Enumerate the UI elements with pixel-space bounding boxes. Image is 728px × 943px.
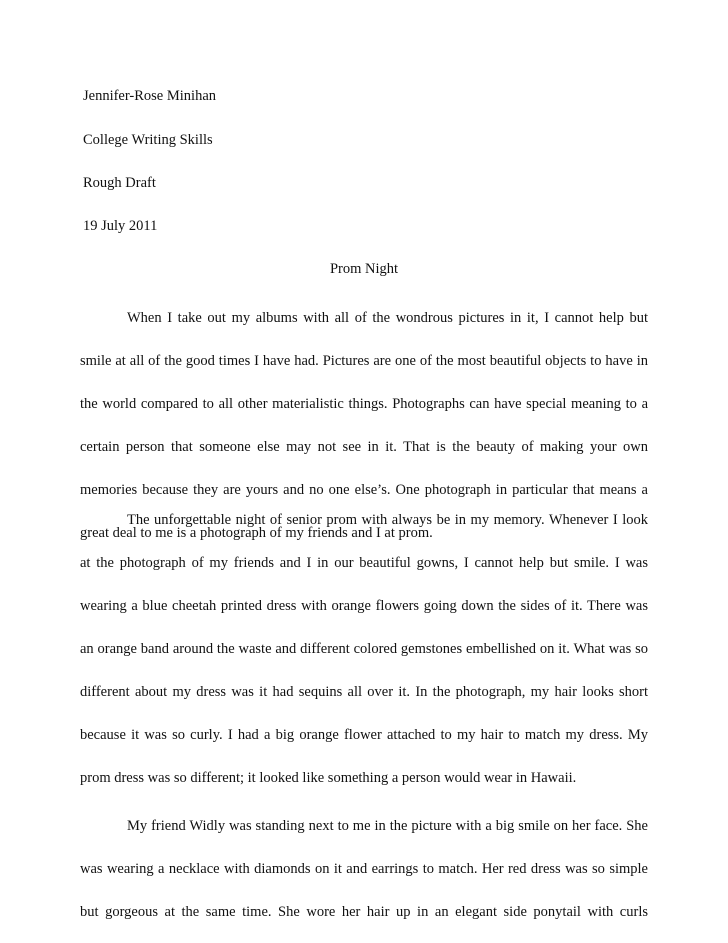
paragraph-1-line: the world compared to all other materialistic things. Photographs can have special meaning to a bbox=[80, 396, 648, 412]
paragraph-2-line: because it was so curly. I had a big orange flower attached to my hair to match my dress. My bbox=[80, 727, 648, 743]
essay-title: Prom Night bbox=[329, 261, 399, 277]
date-label: 19 July 2011 bbox=[83, 218, 158, 234]
author-name: Jennifer-Rose Minihan bbox=[83, 88, 216, 104]
paragraph-1-line: smile at all of the good times I have had. Pictures are one of the most beautiful objects to have in bbox=[80, 353, 648, 369]
paragraph-2-line: at the photograph of my friends and I in our beautiful gowns, I cannot help but smile. I was bbox=[80, 555, 648, 571]
draft-label: Rough Draft bbox=[83, 175, 156, 191]
paragraph-1-line: memories because they are yours and no one else’s. One photograph in particular that means a bbox=[80, 482, 648, 498]
paragraph-1-line: When I take out my albums with all of the wondrous pictures in it, I cannot help but bbox=[127, 310, 648, 326]
paragraph-1-line: certain person that someone else may not see in it. That is the beauty of making your own bbox=[80, 439, 648, 455]
course-name: College Writing Skills bbox=[83, 132, 213, 148]
paragraph-2-line: prom dress was so different; it looked like something a person would wear in Hawaii. bbox=[80, 770, 577, 786]
paragraph-2-line: The unforgettable night of senior prom with always be in my memory. Whenever I look bbox=[127, 512, 648, 528]
paragraph-2-line: different about my dress was it had sequins all over it. In the photograph, my hair looks short bbox=[80, 684, 648, 700]
paragraph-2-line: an orange band around the waste and different colored gemstones embellished on it. What was so bbox=[80, 641, 648, 657]
paragraph-2-line: wearing a blue cheetah printed dress with orange flowers going down the sides of it. There was bbox=[80, 598, 648, 614]
paragraph-3-line: My friend Widly was standing next to me in the picture with a big smile on her face. She bbox=[127, 818, 648, 834]
paragraph-3-line: but gorgeous at the same time. She wore her hair up in an elegant side ponytail with curls bbox=[80, 904, 648, 920]
paragraph-3-line: was wearing a necklace with diamonds on it and earrings to match. Her red dress was so simple bbox=[80, 861, 648, 877]
paragraph-1-line: great deal to me is a photograph of my friends and I at prom. bbox=[80, 525, 433, 541]
